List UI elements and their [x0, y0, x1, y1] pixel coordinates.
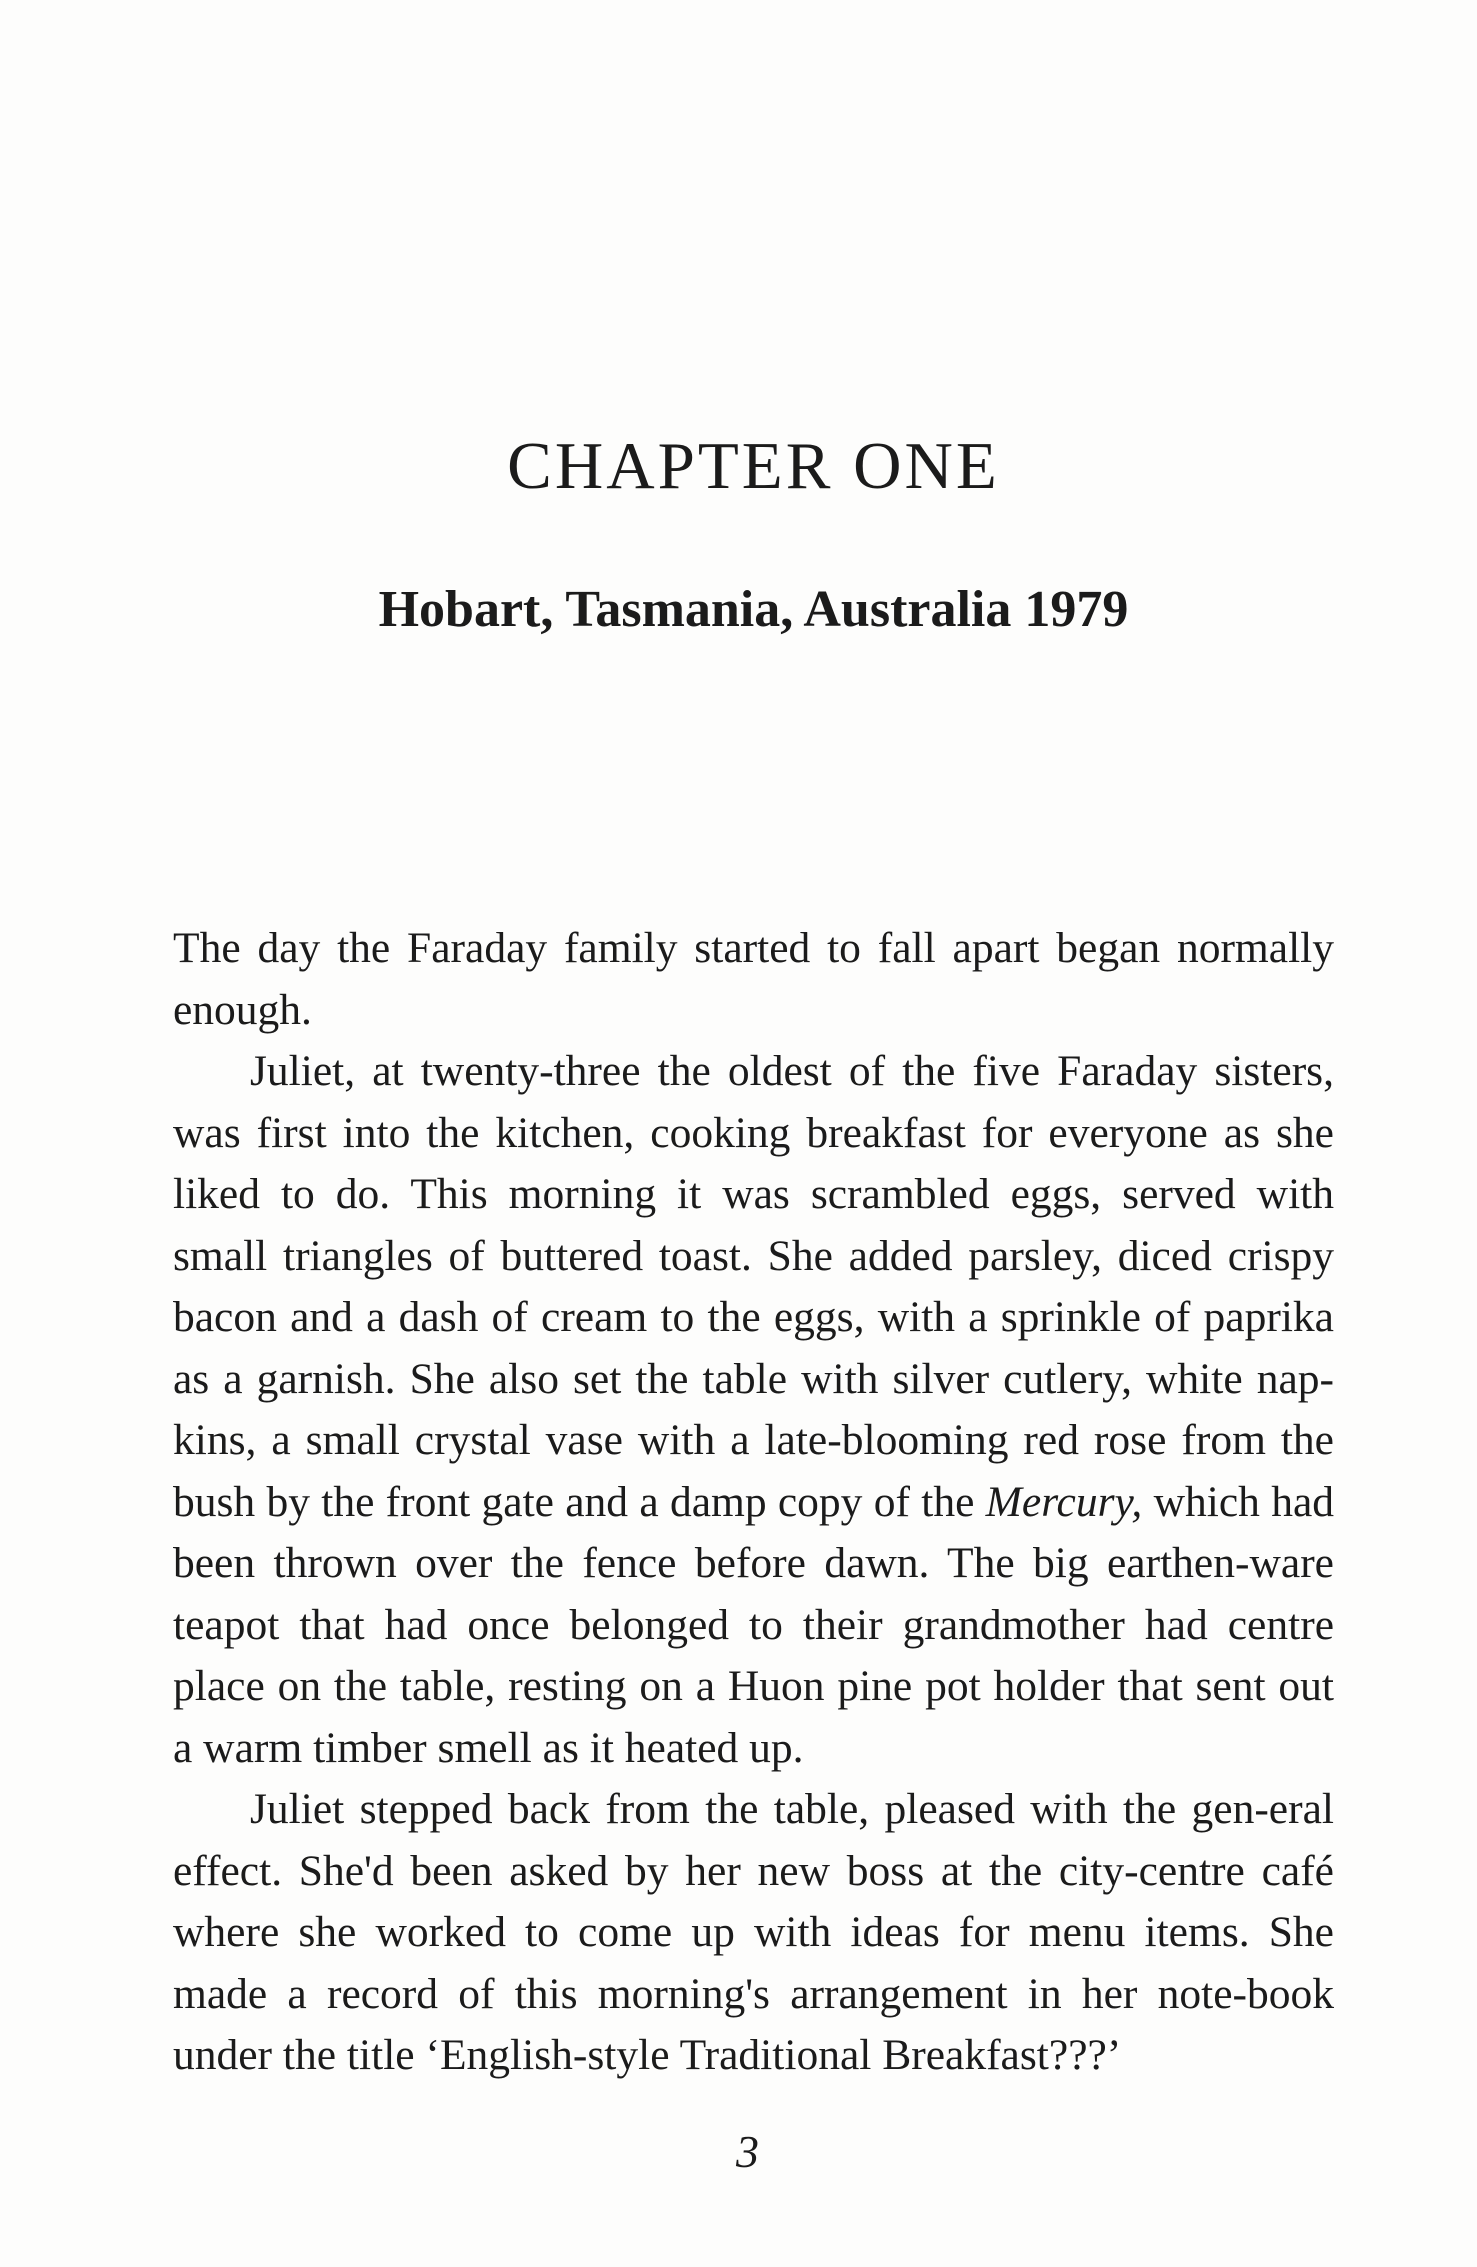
paragraph-2-text-start: Juliet, at twenty-three the oldest of the five Faraday sisters, was first into the kitchen, cooking breakfast for everyone as she liked to do. This morning it was scrambled eggs, served with small triangles of buttered toast. She added parsley, diced crispy bacon and a dash of cream to the eggs, with a sprinkle of paprika as a garnish. She also set the table with silver cutlery, white nap-kins, a small crystal vase with a late-blooming red rose from the bush by the front gate and a damp copy of the — [173, 1047, 1334, 1526]
paragraph-3: Juliet stepped back from the table, pleased with the gen-eral effect. She'd been asked by her new boss at the city-centre café where she worked to come up with ideas for menu items. She made a record of this morning's arrangement in her note-book under the title ‘English-style Traditional Breakfast???’ — [173, 1785, 1334, 2079]
paragraph-2 — [173, 1041, 1334, 1779]
newspaper-title: Mercury, — [985, 1477, 1143, 1526]
paragraph-1: The day the Faraday family started to fall apart began normally enough. — [173, 924, 1334, 1034]
chapter-location-heading: Hobart, Tasmania, Australia 1979 — [378, 581, 1129, 638]
page-number: 3 — [736, 2126, 759, 2177]
paragraph-2-text-end: which had been thrown over the fence before dawn. The big earthen-ware teapot that had once belonged to their grandmother had centre place on the table, resting on a Huon pine pot holder that sent out a warm timber smell as it heated up. — [173, 1477, 1335, 1772]
chapter-title: CHAPTER ONE — [507, 429, 1000, 503]
chapter-body — [173, 918, 1334, 2087]
